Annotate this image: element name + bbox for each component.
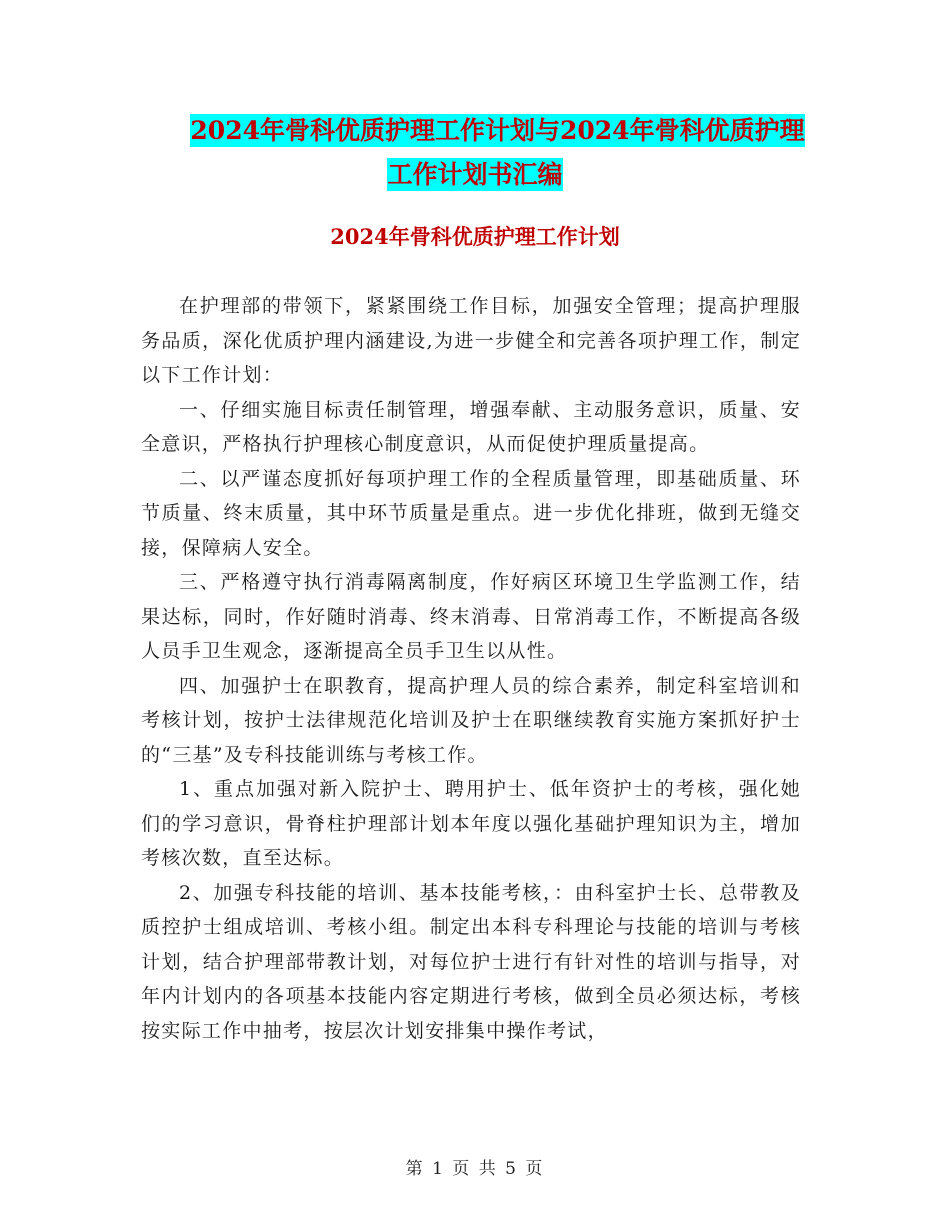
paragraph: 1、重点加强对新入院护士、聘用护士、低年资护士的考核，强化她们的学习意识，骨脊柱护理部计划本年度以强化基础护理知识为主，增加考核次数，直至达标。	[141, 778, 801, 869]
paragraph: 在护理部的带领下，紧紧围绕工作目标，加强安全管理；提高护理服务品质，深化优质护理内涵建设,为进一步健全和完善各项护理工作，制定以下工作计划：	[141, 295, 801, 386]
paragraph: 二、以严谨态度抓好每项护理工作的全程质量管理，即基础质量、环节质量、终末质量，其中环节质量是重点。进一步优化排班，做到无缝交接，保障病人安全。	[141, 467, 801, 559]
paragraph: 一、仔细实施目标责任制管理，增强奉献、主动服务意识，质量、安全意识，严格执行护理核心制度意识，从而促使护理质量提高。	[141, 398, 801, 455]
paragraph: 2、加强专科技能的培训、基本技能考核，：由科室护士长、总带教及质控护士组成培训、考核小组。制定出本科专科理论与技能的培训与考核计划，结合护理部带教计划，对每位护士进行有针对性的培训与指导，对年内计划内的各项基本技能内容定期进行考核，做到全员必须达标，考核按实际工作中抽考，按层次计划安排集中操作考试，	[141, 881, 801, 1042]
paragraph: 三、严格遵守执行消毒隔离制度，作好病区环境卫生学监测工作，结果达标，同时，作好随时消毒、终末消毒、日常消毒工作，不断提高各级人员手卫生观念，逐渐提高全员手卫生以从性。	[141, 571, 801, 662]
section-title: 2024年骨科优质护理工作计划	[330, 224, 620, 249]
document-title-line1	[0, 108, 950, 153]
document-title-line2	[0, 152, 950, 197]
page-footer: 第 1 页 共 5 页	[405, 1159, 545, 1179]
paragraph: 四、加强护士在职教育，提高护理人员的综合素养，制定科室培训和考核计划，按护士法律规范化培训及护士在职继续教育实施方案抓好护士的“三基”及专科技能训练与考核工作。	[141, 674, 801, 766]
title-highlight: 2024年骨科优质护理工作计划与2024年骨科优质护理	[190, 116, 805, 145]
body-text	[141, 289, 801, 1048]
title-highlight: 工作计划书汇编	[387, 160, 563, 189]
